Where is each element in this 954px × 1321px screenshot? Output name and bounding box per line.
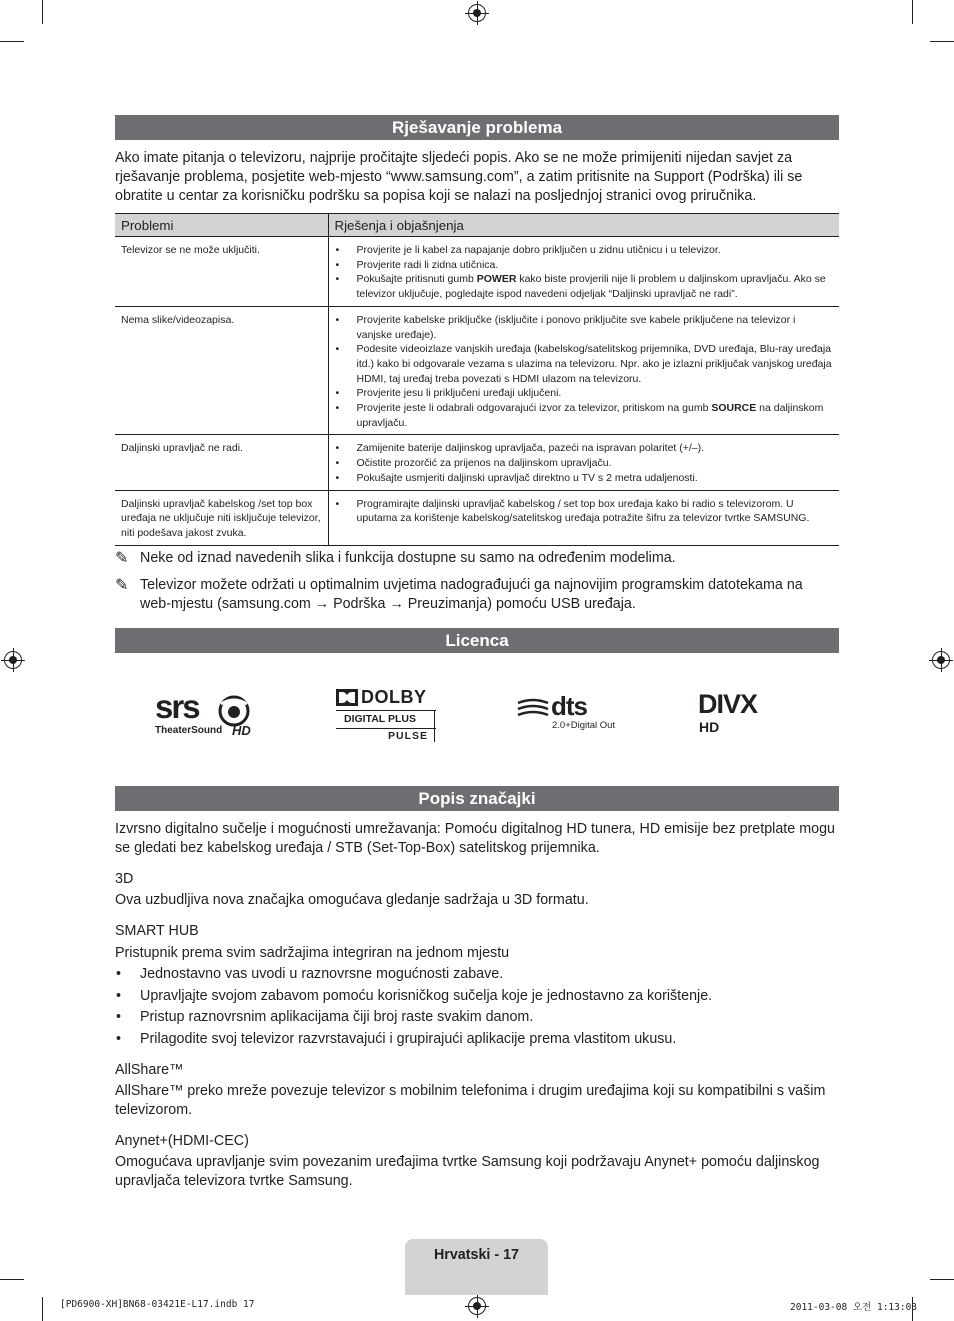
feature-text-smarthub: Pristupnik prema svim sadržajima integriran na jednom mjestu xyxy=(115,945,510,961)
dolby-divider xyxy=(434,710,435,742)
registration-mark-icon xyxy=(468,1297,486,1315)
note-text: Neke od iznad navedenih slika i funkcija dostupne su samo na određenim modelima. xyxy=(140,550,676,566)
solution-cell xyxy=(328,490,839,545)
dolby-logo-pulse: PULSE xyxy=(388,730,429,742)
features-intro: Izvrsno digitalno sučelje i mogućnosti umrežavanja: Pomoću digitalnog HD tunera, HD emisije bez pretplate mogu se gledati bez kabelskog uređaja / STB (Set-Top-Box) satelitskog prijemnika. xyxy=(115,821,835,856)
divx-logo-subtext: HD xyxy=(699,719,720,735)
dolby-digital-plus-pulse-logo xyxy=(336,689,438,743)
dolby-double-d-icon xyxy=(336,689,358,706)
table-header-problems: Problemi xyxy=(115,214,328,237)
list-item: • Programirajte daljinski upravljač kabelskog / set top box uređaja kako bi radio s televizorom. U uputama za korištenje kabelskog/satelitskog uređaja potražite šifru za televizor tvrtke SAMSUNG. xyxy=(357,497,834,526)
feature-title-smarthub: SMART HUB xyxy=(115,923,199,939)
srs-theatersound-hd-logo xyxy=(155,688,259,740)
problem-cell: Daljinski upravljač kabelskog /set top box uređaja ne uključuje niti isključuje televizor, niti podešava jakost zvuka. xyxy=(115,490,328,545)
troubleshooting-table xyxy=(115,213,839,546)
note-pencil-icon: ✎ xyxy=(115,550,129,567)
dts-swoosh-icon xyxy=(516,697,550,721)
list-item: • Provjerite je li kabel za napajanje dobro priključen u zidnu utičnicu i u televizor. xyxy=(357,243,834,258)
registration-mark-icon xyxy=(4,651,22,669)
srs-logo-text: srs xyxy=(155,688,199,725)
feature-text-3d: Ova uzbudljiva nova značajka omogućava gledanje sadržaja u 3D formatu. xyxy=(115,892,589,908)
list-item: • Pristup raznovrsnim aplikacijama čiji broj raste svakim danom. xyxy=(115,1008,835,1027)
feature-title-anynet: Anynet+(HDMI-CEC) xyxy=(115,1133,249,1149)
divx-hd-logo xyxy=(698,689,798,736)
table-header-solutions: Rješenja i objašnjenja xyxy=(328,214,839,237)
dts-logo-subtext: 2.0+Digital Out xyxy=(552,720,616,731)
note-text: Televizor možete održati u optimalnim uvjetima nadograđujući ga najnovijim programskim datotekama na web-mjestu (samsung.com → Podrška → Preuzimanja) pomoću USB uređaja. xyxy=(140,577,803,612)
list-item: • Pokušajte pritisnuti gumb POWER kako biste provjerili nije li problem u daljinskom upravljaču. Ako se televizor uključuje, pogledajte ispod navedeni odjeljak “Daljinski upravljač ne radi”. xyxy=(357,272,834,301)
registration-mark-icon xyxy=(468,4,486,22)
solution-cell xyxy=(328,306,839,435)
list-item: • Provjerite jesu li priključeni uređaji uključeni. xyxy=(357,386,834,401)
note-pencil-icon: ✎ xyxy=(115,577,129,594)
list-item: • Provjerite jeste li odabrali odgovarajući izvor za televizor, pritiskom na gumb SOURCE na daljinskom upravljaču. xyxy=(357,401,834,430)
srs-logo-badge: HD xyxy=(232,723,251,738)
list-item: • Pokušajte usmjeriti daljinski upravljač direktno u TV s 2 metra udaljenosti. xyxy=(357,471,834,486)
section-title-features: Popis značajki xyxy=(115,786,839,811)
list-item: • Očistite prozorčić za prijenos na daljinskom upravljaču. xyxy=(357,456,834,471)
table-header-row xyxy=(115,214,839,237)
footer-file-info: [PD6900-XH]BN68-03421E-L17.indb 17 xyxy=(60,1299,255,1310)
divx-logo-text: DIVX xyxy=(698,689,758,719)
crop-mark xyxy=(42,1297,43,1321)
crop-mark xyxy=(912,0,913,24)
note xyxy=(115,549,835,568)
list-item: • Upravljajte svojom zabavom pomoću korisničkog sučelja koje je jednostavno za korištenje. xyxy=(115,987,835,1006)
table-row xyxy=(115,435,839,490)
list-item: • Provjerite kabelske priključke (isključite i ponovo priključite sve kabele priključene na televizor i vanjske uređaje). xyxy=(357,313,834,342)
section-title-troubleshooting: Rješavanje problema xyxy=(115,115,839,140)
dts-logo xyxy=(516,691,622,735)
list-item: • Jednostavno vas uvodi u raznovrsne mogućnosti zabave. xyxy=(115,965,835,984)
feature-text-anynet: Omogućava upravljanje svim povezanim uređajima tvrtke Samsung koji podržavaju Anynet+ pomoću daljinskog upravljača televizora tvrtke Samsung. xyxy=(115,1154,820,1189)
crop-mark xyxy=(0,41,24,42)
table-row xyxy=(115,237,839,307)
problem-cell: Televizor se ne može uključiti. xyxy=(115,237,328,307)
list-item: • Provjerite radi li zidna utičnica. xyxy=(357,258,834,273)
feature-text-allshare: AllShare™ preko mreže povezuje televizor s mobilnim telefonima i drugim uređajima koji su kompatibilni s vašim televizorom. xyxy=(115,1083,826,1118)
list-item: • Zamijenite baterije daljinskog upravljača, pazeći na ispravan polaritet (+/–). xyxy=(357,441,834,456)
table-row xyxy=(115,306,839,435)
table-row xyxy=(115,490,839,545)
solution-cell xyxy=(328,237,839,307)
list-item: • Prilagodite svoj televizor razvrstavajući i grupirajući aplikacije prema vlastitom ukusu. xyxy=(115,1030,835,1049)
problem-cell: Nema slike/videozapisa. xyxy=(115,306,328,435)
problem-cell: Daljinski upravljač ne radi. xyxy=(115,435,328,490)
dolby-divider xyxy=(336,728,436,729)
footer-timestamp: 2011-03-08 오전 1:13:03 xyxy=(790,1302,918,1313)
crop-mark xyxy=(42,0,43,24)
registration-mark-icon xyxy=(932,651,950,669)
page-number-tab: Hrvatski - 17 xyxy=(405,1239,548,1295)
solution-cell xyxy=(328,435,839,490)
section-title-license: Licenca xyxy=(115,628,839,653)
crop-mark xyxy=(930,41,954,42)
dolby-divider xyxy=(336,710,436,711)
dolby-logo-text: DOLBY xyxy=(361,687,427,707)
dts-logo-text: dts xyxy=(551,691,587,721)
list-item: • Podesite videoizlaze vanjskih uređaja (kabelskog/satelitskog prijemnika, DVD uređaja, Blu-ray uređaja itd.) kako bi odgovarale vezama s ulazima na televizoru. Npr. ako je izlazni priključak vanjskog uređaja HDMI, taj uređaj treba povezati s HDMI ulazom na televizoru. xyxy=(357,342,834,386)
feature-title-3d: 3D xyxy=(115,871,134,887)
troubleshooting-intro: Ako imate pitanja o televizoru, najprije pročitajte sljedeći popis. Ako se ne može primijeniti nijedan savjet za rješavanje problema, posjetite web-mjesto “www.samsung.com”, a zatim pritisnite na Support (Podrška) ili se obratite u centar za korisničku podršku sa popisa koji se nalazi na posljednjoj stranici ovog priručnika. xyxy=(115,150,803,204)
crop-mark xyxy=(0,1279,24,1280)
note xyxy=(115,576,835,614)
srs-logo-subtext: TheaterSound xyxy=(155,725,223,736)
smarthub-bullets xyxy=(115,965,835,1051)
crop-mark xyxy=(930,1279,954,1280)
dolby-logo-subtext: DIGITAL PLUS xyxy=(344,713,416,725)
feature-title-allshare: AllShare™ xyxy=(115,1062,184,1078)
